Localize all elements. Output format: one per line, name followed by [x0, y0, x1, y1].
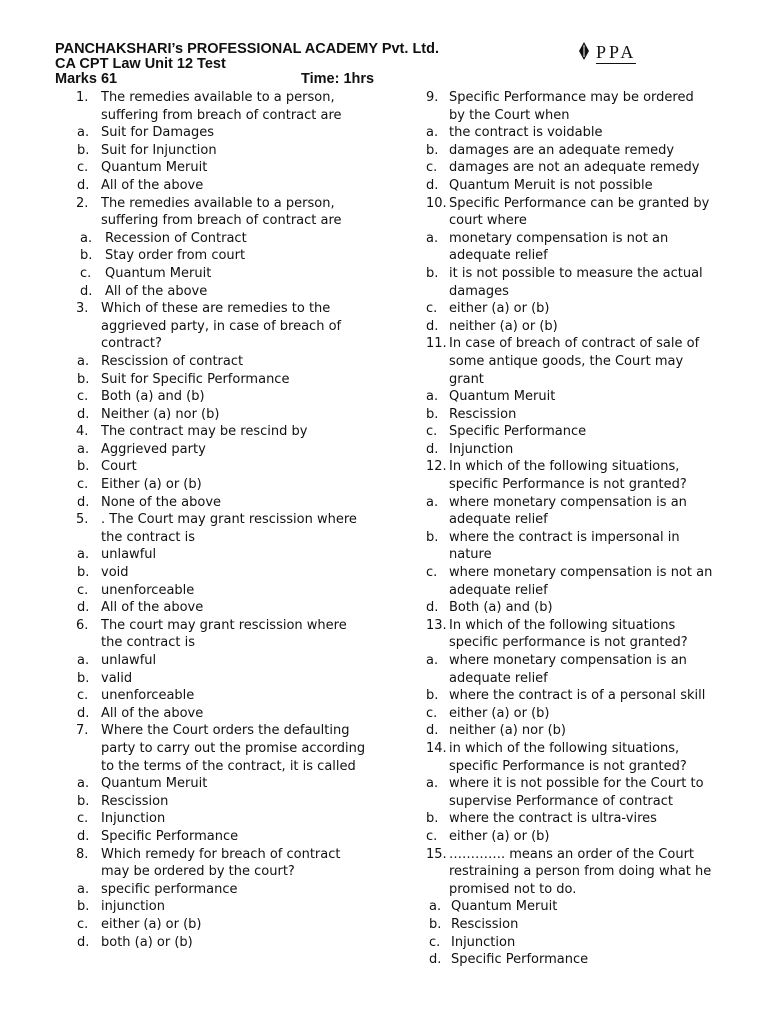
logo-text: PPA	[596, 42, 637, 62]
option-letter: b.	[77, 793, 90, 809]
left-column	[55, 89, 370, 951]
option-item	[55, 247, 370, 265]
option-text: either (a) or (b)	[449, 828, 550, 844]
option-item	[423, 652, 713, 687]
option-letter: a.	[80, 230, 93, 246]
option-text: damages are an adequate remedy	[449, 142, 675, 158]
option-letter: a.	[77, 776, 90, 792]
option-text: Aggrieved party	[101, 441, 206, 457]
option-text: injunction	[101, 899, 165, 915]
question-number: 7.	[76, 723, 89, 739]
option-text: Stay order from court	[105, 248, 246, 264]
option-text: Rescission	[101, 793, 169, 809]
option-item	[423, 159, 713, 177]
question-text: Where the Court orders the defaulting party to carry out the promise according to the terms of the contract, it is called	[101, 723, 366, 774]
option-letter: c.	[426, 160, 438, 176]
option-letter: a.	[77, 353, 90, 369]
option-letter: a.	[77, 125, 90, 141]
option-text: void	[101, 565, 129, 581]
option-text: unenforceable	[101, 582, 195, 598]
option-text: Quantum Meruit	[451, 899, 558, 915]
question-number: 3.	[76, 301, 89, 317]
option-letter: c.	[77, 160, 89, 176]
option-text: Quantum Meruit is not possible	[449, 177, 653, 193]
option-letter: b.	[77, 459, 90, 475]
option-text: Both (a) and (b)	[449, 600, 553, 616]
option-item	[55, 371, 370, 389]
option-item	[55, 388, 370, 406]
option-letter: a.	[77, 441, 90, 457]
option-letter: b.	[426, 529, 439, 545]
option-item	[423, 177, 713, 195]
question-text: Which of these are remedies to the aggrieved party, in case of breach of contract?	[101, 301, 342, 352]
question-text: The contract may be rescind by	[101, 424, 308, 440]
option-text: unlawful	[101, 653, 157, 668]
option-item	[423, 705, 713, 723]
option-item	[423, 300, 713, 318]
question-item	[55, 722, 370, 775]
option-text: both (a) or (b)	[101, 934, 193, 950]
question-text: Specific Performance may be ordered by the Court when	[449, 90, 694, 123]
question-item	[55, 423, 370, 441]
question-item	[423, 89, 713, 124]
option-letter: d.	[426, 441, 439, 457]
option-text: Specific Performance	[451, 952, 589, 968]
question-number: 5.	[76, 512, 89, 528]
option-letter: d.	[77, 705, 90, 721]
option-item	[55, 599, 370, 617]
question-text: . The Court may grant rescission where the contract is	[101, 512, 357, 545]
question-item	[55, 511, 370, 546]
option-text: Both (a) and (b)	[101, 389, 205, 405]
option-item	[423, 599, 713, 617]
question-number: 2.	[76, 195, 89, 211]
option-text: Injunction	[449, 441, 514, 457]
option-letter: a.	[426, 494, 439, 510]
option-text: unenforceable	[101, 688, 195, 704]
option-item	[55, 441, 370, 459]
option-text: Rescission of contract	[101, 353, 244, 369]
option-letter: d.	[77, 406, 90, 422]
option-letter: c.	[426, 424, 438, 440]
option-text: Specific Performance	[449, 424, 587, 440]
option-text: where it is not possible for the Court to supervise Performance of contract	[449, 776, 704, 809]
question-item	[55, 617, 370, 652]
option-letter: c.	[80, 265, 92, 281]
option-item	[423, 828, 713, 846]
option-text: Suit for Injunction	[101, 142, 217, 158]
option-item	[55, 705, 370, 723]
question-text: The court may grant rescission where the contract is	[101, 617, 347, 651]
question-number: 14.	[426, 740, 447, 756]
option-item	[55, 230, 370, 248]
option-letter: b.	[426, 265, 439, 281]
option-item	[55, 142, 370, 160]
option-letter: a.	[426, 230, 439, 246]
option-text: Suit for Damages	[101, 125, 214, 141]
option-item	[55, 828, 370, 846]
option-letter: b.	[429, 916, 442, 932]
option-item	[55, 546, 370, 564]
option-letter: b.	[426, 142, 439, 158]
question-text: The remedies available to a person, suffering from breach of contract are	[101, 195, 342, 229]
option-text: Neither (a) nor (b)	[101, 406, 220, 422]
option-text: Specific Performance	[101, 828, 239, 844]
option-text: either (a) or (b)	[101, 916, 202, 932]
option-item	[55, 934, 370, 952]
option-letter: d.	[77, 828, 90, 844]
ppa-logo	[578, 42, 636, 64]
question-item	[423, 617, 713, 652]
question-text: In which of the following situations, specific Performance is not granted?	[449, 459, 687, 493]
marks-time-line	[55, 72, 715, 87]
right-column	[423, 89, 713, 969]
option-item	[55, 898, 370, 916]
question-item	[55, 300, 370, 353]
option-letter: a.	[426, 653, 439, 668]
option-letter: a.	[426, 125, 439, 141]
option-item	[55, 810, 370, 828]
option-text: Injunction	[101, 811, 166, 827]
option-item	[423, 722, 713, 740]
option-letter: d.	[77, 600, 90, 616]
question-text: …………. means an order of the Court restraining a person from doing what he promised not to do.	[449, 846, 712, 897]
option-text: where monetary compensation is not an adequate relief	[449, 565, 713, 598]
question-text: In which of the following situations specific performance is not granted?	[449, 617, 688, 651]
option-letter: d.	[80, 283, 93, 299]
option-item	[55, 458, 370, 476]
option-text: either (a) or (b)	[449, 705, 550, 721]
option-text: Quantum Meruit	[101, 160, 208, 176]
option-letter: c.	[77, 477, 89, 493]
option-text: where the contract is of a personal skill	[449, 688, 706, 704]
question-item	[423, 740, 713, 775]
option-text: unlawful	[101, 547, 157, 563]
question-number: 12.	[426, 459, 447, 475]
option-letter: c.	[77, 916, 89, 932]
academy-name: PANCHAKSHARI’s PROFESSIONAL ACADEMY Pvt. Ltd.	[55, 41, 440, 57]
option-item	[423, 564, 713, 599]
option-text: it is not possible to measure the actual damages	[449, 265, 703, 299]
option-text: Quantum Meruit	[101, 776, 208, 792]
option-letter: b.	[426, 406, 439, 422]
option-letter: b.	[77, 565, 90, 581]
option-letter: c.	[426, 301, 438, 317]
question-text: The remedies available to a person, suffering from breach of contract are	[101, 90, 342, 123]
question-number: 13.	[426, 617, 447, 633]
option-item	[423, 124, 713, 142]
question-number: 15.	[426, 846, 447, 862]
pen-nib-icon	[578, 42, 590, 60]
option-letter: c.	[77, 811, 89, 827]
option-text: where monetary compensation is an adequate relief	[449, 653, 687, 686]
question-number: 4.	[76, 424, 89, 440]
marks-label: Marks 61	[55, 71, 118, 87]
question-number: 10.	[426, 195, 447, 211]
option-text: damages are not an adequate remedy	[449, 160, 700, 176]
option-letter: b.	[426, 688, 439, 704]
option-item	[55, 564, 370, 582]
option-letter: b.	[77, 371, 90, 387]
option-item	[423, 951, 713, 969]
option-item	[55, 775, 370, 793]
question-text: In case of breach of contract of sale of some antique goods, the Court may grant	[449, 336, 700, 387]
option-text: specific performance	[101, 881, 238, 897]
option-letter: b.	[80, 248, 93, 264]
option-item	[55, 494, 370, 512]
question-text: Specific Performance can be granted by court where	[449, 195, 710, 229]
question-number: 6.	[76, 617, 89, 633]
option-letter: a.	[426, 389, 439, 405]
option-text: Recession of Contract	[105, 230, 247, 246]
option-text: Either (a) or (b)	[101, 477, 202, 493]
option-item	[55, 582, 370, 600]
option-text: either (a) or (b)	[449, 301, 550, 317]
option-item	[423, 423, 713, 441]
option-letter: c.	[77, 582, 89, 598]
option-letter: a.	[77, 547, 90, 563]
option-letter: d.	[429, 952, 442, 968]
option-item	[55, 916, 370, 934]
option-text: Rescission	[451, 916, 519, 932]
question-item	[423, 846, 713, 899]
question-text: in which of the following situations, specific Performance is not granted?	[449, 740, 687, 774]
option-item	[423, 265, 713, 300]
option-text: the contract is voidable	[449, 125, 603, 141]
question-item	[423, 335, 713, 388]
option-item	[55, 881, 370, 899]
option-letter: c.	[429, 934, 441, 950]
option-letter: b.	[426, 811, 439, 827]
option-letter: b.	[77, 670, 90, 686]
option-item	[55, 159, 370, 177]
question-item	[55, 89, 370, 124]
option-item	[55, 265, 370, 283]
option-item	[423, 687, 713, 705]
option-item	[423, 318, 713, 336]
question-number: 8.	[76, 846, 89, 862]
option-letter: a.	[77, 881, 90, 897]
option-item	[55, 793, 370, 811]
option-letter: c.	[426, 828, 438, 844]
option-item	[423, 775, 713, 810]
option-item	[55, 670, 370, 688]
option-text: neither (a) nor (b)	[449, 723, 566, 739]
test-title: CA CPT Law Unit 12 Test	[55, 56, 226, 72]
question-item	[55, 195, 370, 230]
option-text: Quantum Meruit	[449, 389, 556, 405]
option-text: All of the above	[101, 600, 204, 616]
time-label: Time: 1hrs	[301, 71, 375, 87]
option-item	[55, 406, 370, 424]
option-text: Rescission	[449, 406, 517, 422]
option-item	[423, 810, 713, 828]
option-text: valid	[101, 670, 133, 686]
option-item	[423, 529, 713, 564]
option-text: where the contract is ultra-vires	[449, 811, 657, 827]
option-item	[423, 494, 713, 529]
option-letter: c.	[426, 565, 438, 581]
question-text: Which remedy for breach of contract may be ordered by the court?	[101, 846, 341, 880]
option-item	[55, 283, 370, 301]
option-item	[55, 652, 370, 670]
option-item	[423, 898, 713, 916]
question-item	[55, 846, 370, 881]
question-item	[423, 458, 713, 493]
option-text: Quantum Meruit	[105, 265, 212, 281]
option-letter: b.	[77, 142, 90, 158]
option-item	[423, 934, 713, 952]
option-letter: d.	[77, 934, 90, 950]
option-text: where the contract is impersonal in nature	[449, 529, 680, 563]
option-letter: a.	[77, 653, 90, 668]
question-number: 9.	[426, 90, 439, 105]
option-text: where monetary compensation is an adequate relief	[449, 494, 687, 528]
option-letter: c.	[426, 705, 438, 721]
option-item	[55, 124, 370, 142]
option-text: Suit for Specific Performance	[101, 371, 290, 387]
option-item	[55, 353, 370, 371]
question-item	[423, 195, 713, 230]
option-letter: c.	[77, 688, 89, 704]
option-text: Court	[101, 459, 137, 475]
option-letter: c.	[77, 389, 89, 405]
option-letter: d.	[77, 494, 90, 510]
option-text: All of the above	[101, 177, 204, 193]
option-item	[423, 406, 713, 424]
option-item	[55, 476, 370, 494]
option-text: All of the above	[105, 283, 208, 299]
option-letter: d.	[426, 318, 439, 334]
option-item	[423, 230, 713, 265]
option-text: Injunction	[451, 934, 516, 950]
option-letter: d.	[426, 177, 439, 193]
option-item	[423, 388, 713, 406]
option-item	[55, 687, 370, 705]
option-item	[423, 142, 713, 160]
option-item	[55, 177, 370, 195]
option-letter: d.	[426, 723, 439, 739]
option-text: neither (a) or (b)	[449, 318, 558, 334]
option-item	[423, 916, 713, 934]
option-text: None of the above	[101, 494, 222, 510]
option-letter: b.	[77, 899, 90, 915]
option-letter: a.	[429, 899, 442, 915]
question-number: 11.	[426, 336, 447, 352]
option-letter: a.	[426, 776, 439, 792]
option-letter: d.	[77, 177, 90, 193]
option-letter: d.	[426, 600, 439, 616]
option-text: monetary compensation is not an adequate relief	[449, 230, 669, 264]
option-text: All of the above	[101, 705, 204, 721]
question-number: 1.	[76, 90, 89, 105]
option-item	[423, 441, 713, 459]
